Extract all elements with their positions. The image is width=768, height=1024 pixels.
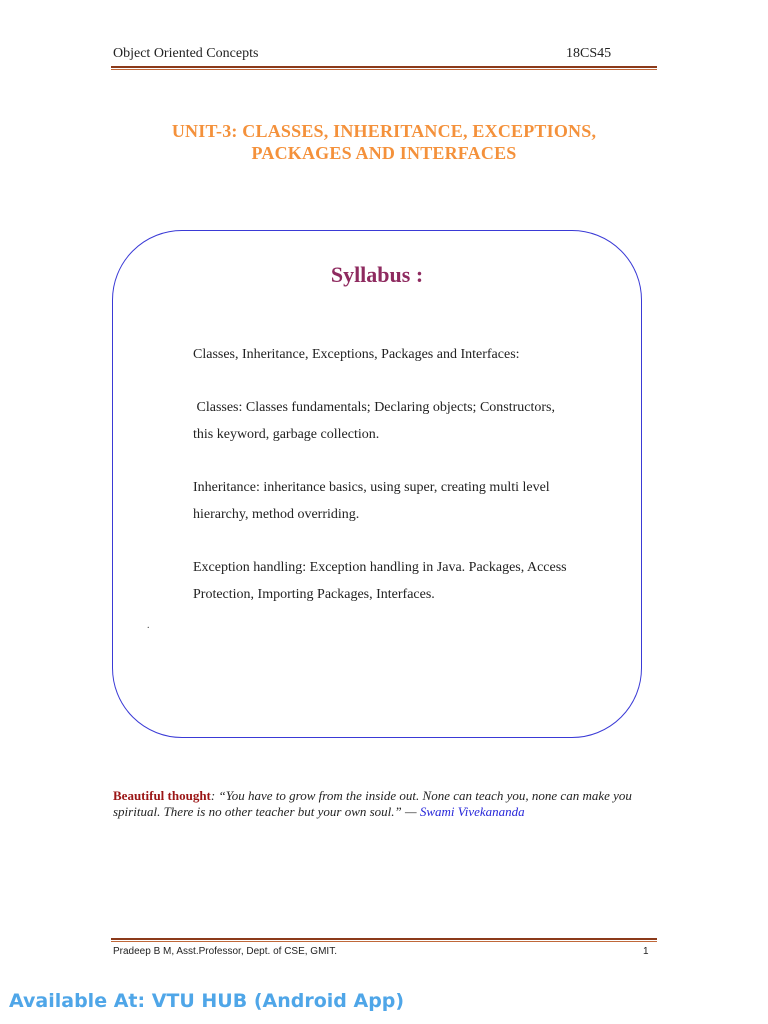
syllabus-line: this keyword, garbage collection. (193, 427, 380, 442)
beautiful-thought (113, 788, 658, 820)
thought-quote: “You have to grow from the inside out. None can teach you, none can make you spiritual. There is no other teacher but your own soul.” — (113, 788, 632, 819)
syllabus-line: Exception handling: Exception handling in Java. Packages, Access (193, 560, 567, 575)
syllabus-line: Protection, Importing Packages, Interfaces. (193, 587, 435, 602)
app-watermark: Available At: VTU HUB (Android App) (9, 990, 405, 1012)
unit-title-line-2: PACKAGES AND INTERFACES (251, 143, 517, 163)
thought-colon: : (210, 788, 219, 803)
syllabus-line: Classes, Inheritance, Exceptions, Packages and Interfaces: (193, 347, 520, 362)
footer-rule-thin (111, 941, 657, 942)
course-code: 18CS45 (566, 46, 612, 61)
footer-author: Pradeep B M, Asst.Professor, Dept. of CSE, GMIT. (113, 946, 337, 957)
header-rule-thin (111, 69, 657, 70)
thought-author: Swami Vivekananda (419, 804, 525, 819)
header-rule (111, 66, 657, 68)
syllabus-line: hierarchy, method overriding. (193, 507, 360, 522)
unit-title (111, 120, 657, 164)
footer-rule (111, 938, 657, 940)
stray-mark: . (147, 620, 150, 631)
thought-label: Beautiful thought (113, 788, 211, 803)
page-number: 1 (643, 946, 649, 957)
unit-title-line-1: UNIT-3: CLASSES, INHERITANCE, EXCEPTIONS, (171, 121, 597, 141)
syllabus-heading: Syllabus : (330, 262, 424, 287)
syllabus-line: Inheritance: inheritance basics, using super, creating multi level (193, 480, 550, 495)
course-title: Object Oriented Concepts (113, 46, 259, 61)
syllabus-line: Classes: Classes fundamentals; Declaring objects; Constructors, (193, 400, 555, 415)
